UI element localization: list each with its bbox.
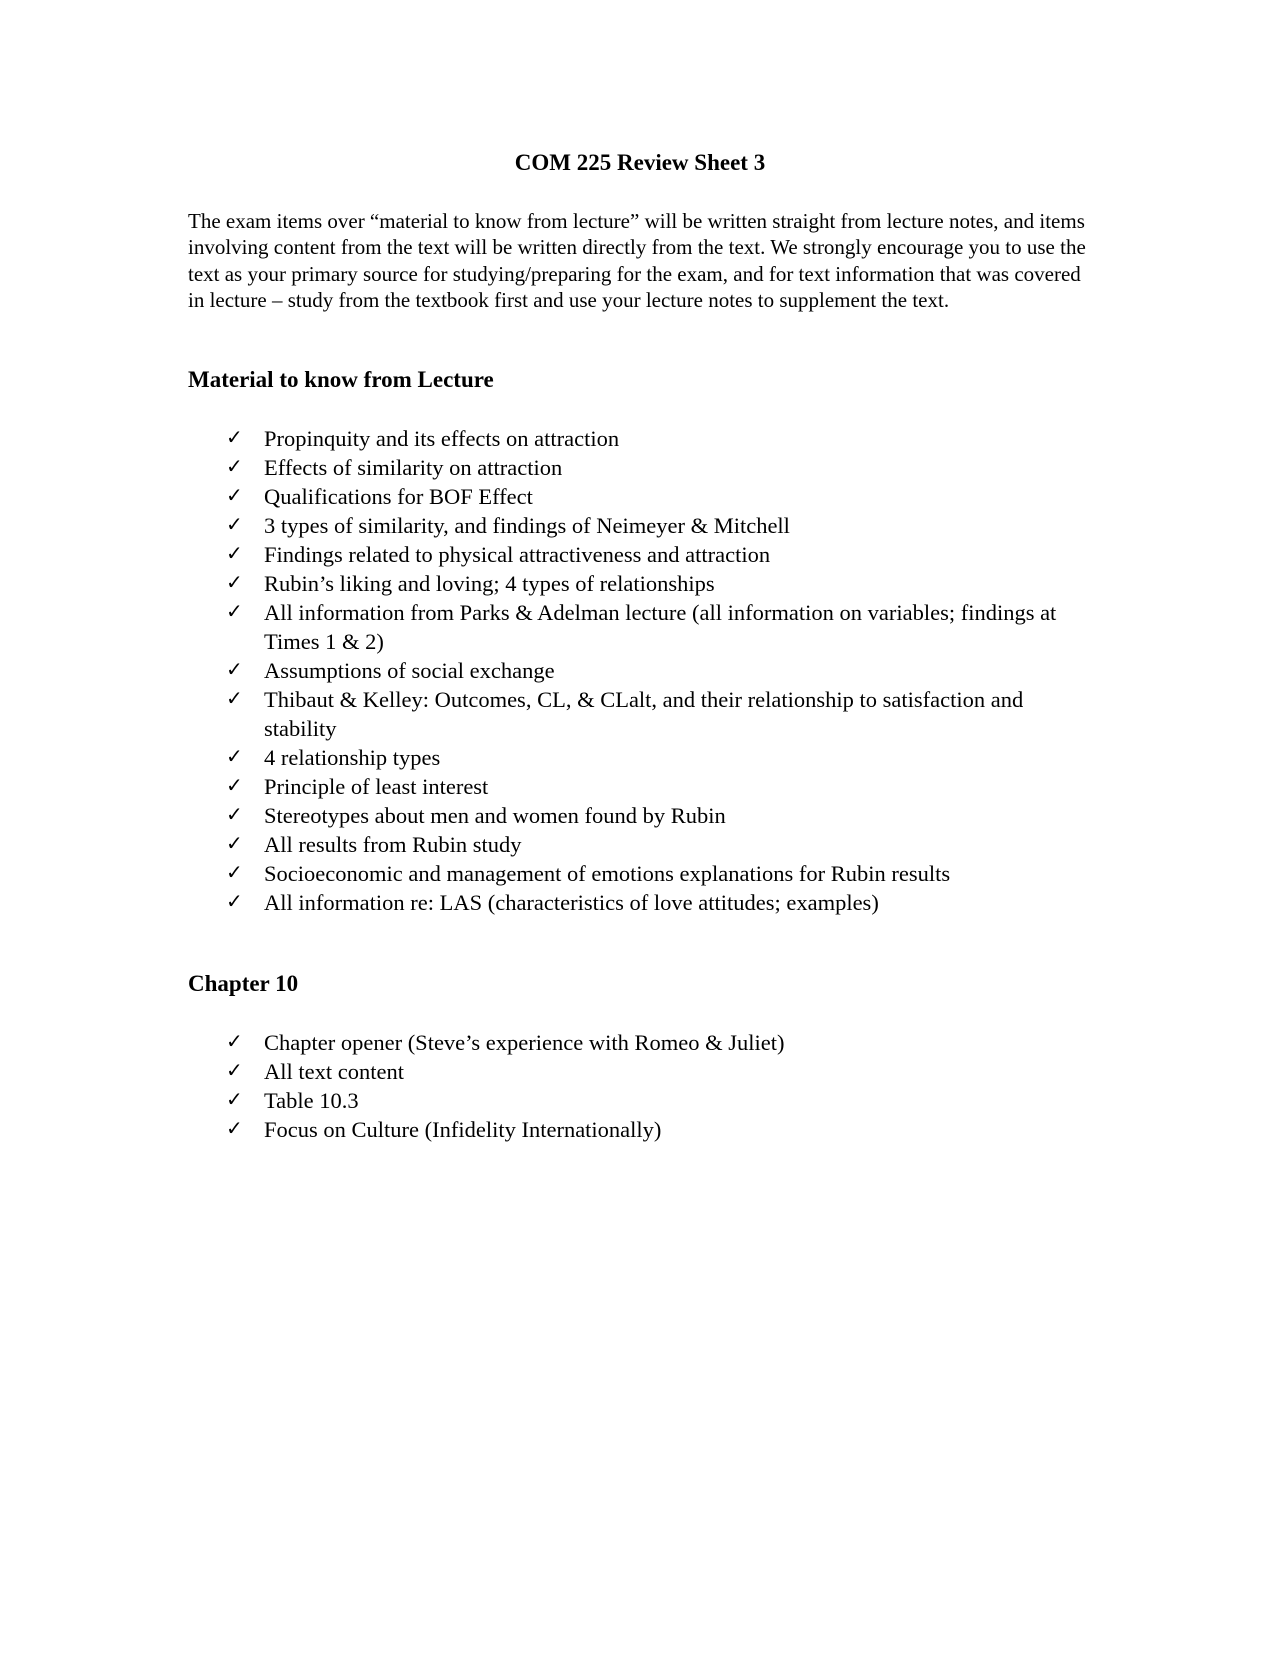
checkmark-icon: ✓ xyxy=(226,889,243,913)
list-item-text: All text content xyxy=(264,1059,404,1084)
list-item-text: Qualifications for BOF Effect xyxy=(264,484,533,509)
list-item-text: Thibaut & Kelley: Outcomes, CL, & CLalt, and their relationship to satisfaction and stability xyxy=(264,687,1024,741)
list-item-text: 3 types of similarity, and findings of Neimeyer & Mitchell xyxy=(264,513,790,538)
lecture-checklist xyxy=(188,424,1088,917)
checkmark-icon: ✓ xyxy=(226,425,243,449)
list-item xyxy=(188,424,1088,453)
list-item xyxy=(188,1115,1088,1144)
checkmark-icon: ✓ xyxy=(226,831,243,855)
list-item-text: All information re: LAS (characteristics of love attitudes; examples) xyxy=(264,890,879,915)
list-item-text: Focus on Culture (Infidelity Internationally) xyxy=(264,1117,662,1142)
chapter-checklist xyxy=(188,1028,1088,1144)
list-item xyxy=(188,482,1088,511)
list-item xyxy=(188,453,1088,482)
list-item xyxy=(188,1057,1088,1086)
list-item-text: Assumptions of social exchange xyxy=(264,658,555,683)
checkmark-icon: ✓ xyxy=(226,1029,243,1053)
list-item xyxy=(188,888,1088,917)
section-heading-lecture: Material to know from Lecture xyxy=(188,367,494,392)
checkmark-icon: ✓ xyxy=(226,773,243,797)
list-item xyxy=(188,656,1088,685)
checkmark-icon: ✓ xyxy=(226,1087,243,1111)
list-item xyxy=(188,830,1088,859)
list-item-text: Principle of least interest xyxy=(264,774,489,799)
list-item xyxy=(188,511,1088,540)
checkmark-icon: ✓ xyxy=(226,483,243,507)
checkmark-icon: ✓ xyxy=(226,686,243,710)
list-item-text: Rubin’s liking and loving; 4 types of relationships xyxy=(264,571,715,596)
list-item-text: Findings related to physical attractiveness and attraction xyxy=(264,542,771,567)
intro-paragraph: The exam items over “material to know from lecture” will be written straight from lecture notes, and items involving content from the text will be written directly from the text. We strongly encourage you to use the text as your primary source for studying/preparing for the exam, and for text information that was covered in lecture – study from the textbook first and use your lecture notes to supplement the text. xyxy=(188,209,1086,312)
list-item xyxy=(188,1086,1088,1115)
section-heading-chapter-10: Chapter 10 xyxy=(188,971,299,996)
checkmark-icon: ✓ xyxy=(226,454,243,478)
checkmark-icon: ✓ xyxy=(226,860,243,884)
list-item-text: Chapter opener (Steve’s experience with Romeo & Juliet) xyxy=(264,1030,785,1055)
list-item-text: Table 10.3 xyxy=(264,1088,359,1113)
list-item-text: All information from Parks & Adelman lecture (all information on variables; findings at Times 1 & 2) xyxy=(264,600,1057,654)
checkmark-icon: ✓ xyxy=(226,570,243,594)
checkmark-icon: ✓ xyxy=(226,802,243,826)
list-item xyxy=(188,540,1088,569)
list-item-text: All results from Rubin study xyxy=(264,832,522,857)
list-item xyxy=(188,859,1088,888)
checkmark-icon: ✓ xyxy=(226,599,243,623)
list-item xyxy=(188,743,1088,772)
list-item-text: Propinquity and its effects on attraction xyxy=(264,426,620,451)
list-item xyxy=(188,685,1088,743)
list-item-text: 4 relationship types xyxy=(264,745,441,770)
list-item-text: Socioeconomic and management of emotions explanations for Rubin results xyxy=(264,861,951,886)
page-title: COM 225 Review Sheet 3 xyxy=(514,150,766,175)
checkmark-icon: ✓ xyxy=(226,541,243,565)
checkmark-icon: ✓ xyxy=(226,1116,243,1140)
list-item xyxy=(188,801,1088,830)
checkmark-icon: ✓ xyxy=(226,1058,243,1082)
checkmark-icon: ✓ xyxy=(226,512,243,536)
list-item xyxy=(188,598,1088,656)
list-item-text: Stereotypes about men and women found by Rubin xyxy=(264,803,726,828)
checkmark-icon: ✓ xyxy=(226,744,243,768)
list-item xyxy=(188,569,1088,598)
list-item xyxy=(188,1028,1088,1057)
list-item-text: Effects of similarity on attraction xyxy=(264,455,563,480)
list-item xyxy=(188,772,1088,801)
checkmark-icon: ✓ xyxy=(226,657,243,681)
